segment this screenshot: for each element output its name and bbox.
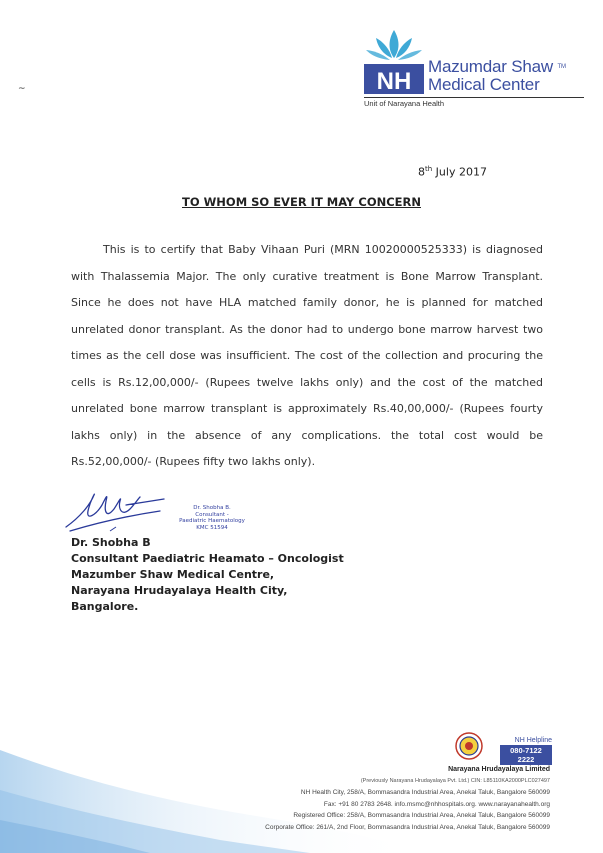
lotus-icon	[366, 30, 422, 60]
stamp-line-4: KMC 51594	[196, 524, 228, 531]
hospital-name	[428, 58, 588, 94]
stamp-line-3: Paediatric Haematology	[179, 518, 245, 524]
logo-mark-text: NH	[376, 68, 412, 95]
helpline-label: NH Helpline	[514, 737, 552, 744]
signatory-campus: Narayana Hrudayalaya Health City,	[71, 584, 288, 597]
footer-registered: Registered Office: 258/A, Bommasandra Industrial Area, Anekal Taluk, Bangalore 560099	[293, 812, 550, 819]
stray-mark: ~	[18, 84, 26, 94]
date-month-year: July 2017	[432, 165, 487, 179]
signatory-city: Bangalore.	[71, 600, 139, 613]
handwritten-signature	[60, 487, 170, 537]
hospital-name-line2: Medical Center	[428, 75, 540, 94]
logo-divider	[364, 97, 584, 98]
letter-heading: TO WHOM SO EVER IT MAY CONCERN	[181, 195, 421, 209]
body-paragraph: This is to certify that Baby Vihaan Puri (MRN 10020000525333) is diagnosed with Thalassemia Major. The only curative treatment is Bone Marrow Transplant. Since he does not have HLA matched family donor, he is planned for matched unrelated donor transplant. As the donor had to undergo bone marrow harvest two times as the cell dose was insufficient. The cost of the collection and procuring the cells is Rs.12,00,000/- (Rupees twelve lakhs only) and the cost of the matched unrelated bone marrow transplant is approximately Rs.40,00,000/- (Rupees fourty lakhs only) in the absence of any complications. the total cost would be Rs.52,00,000/- (Rupees fifty two lakhs only).	[71, 243, 543, 468]
letter-date	[418, 165, 487, 179]
footer-previously: (Previously Narayana Hrudayalaya Pvt. Ltd.) CIN: L85110KA2000PLC027497	[360, 777, 550, 784]
trademark: TM	[557, 64, 566, 70]
hospital-name-line1: Mazumdar Shaw	[428, 57, 553, 76]
doctor-stamp	[172, 505, 252, 531]
helpline-number: 080-7122 2222	[500, 745, 552, 765]
footer-address-block	[265, 764, 550, 833]
footer-contact: Fax: +91 80 2783 2648. info.msmc@nhhospitals.org. www.narayanahealth.org	[323, 800, 550, 808]
stamp-line-1: Dr. Shobha B.	[193, 505, 231, 511]
signatory-block	[71, 535, 344, 615]
signatory-name: Dr. Shobha B	[71, 536, 151, 549]
footer-corporate: Corporate Office: 261/A, 2nd Floor, Bommasandra Industrial Area, Anekal Taluk, Bangalore 560099	[265, 823, 550, 831]
footer-company: Narayana Hrudayalaya Limited	[448, 766, 550, 773]
letter-body	[71, 237, 543, 476]
accreditation-seal-icon	[455, 732, 483, 760]
unit-of-text: Unit of Narayana Health	[364, 99, 445, 108]
helpline	[500, 737, 552, 765]
footer-address: NH Health City, 258/A, Bommasandra Industrial Area, Anekal Taluk, Bangalore 560099	[300, 789, 550, 796]
signatory-title: Consultant Paediatric Heamato – Oncologist	[71, 552, 344, 565]
date-day: 8	[418, 165, 425, 179]
signatory-hospital: Mazumber Shaw Medical Centre,	[71, 568, 275, 581]
date-suffix: th	[425, 165, 433, 173]
nh-logo-mark	[362, 28, 426, 96]
stamp-line-2: Consultant -	[195, 511, 229, 518]
